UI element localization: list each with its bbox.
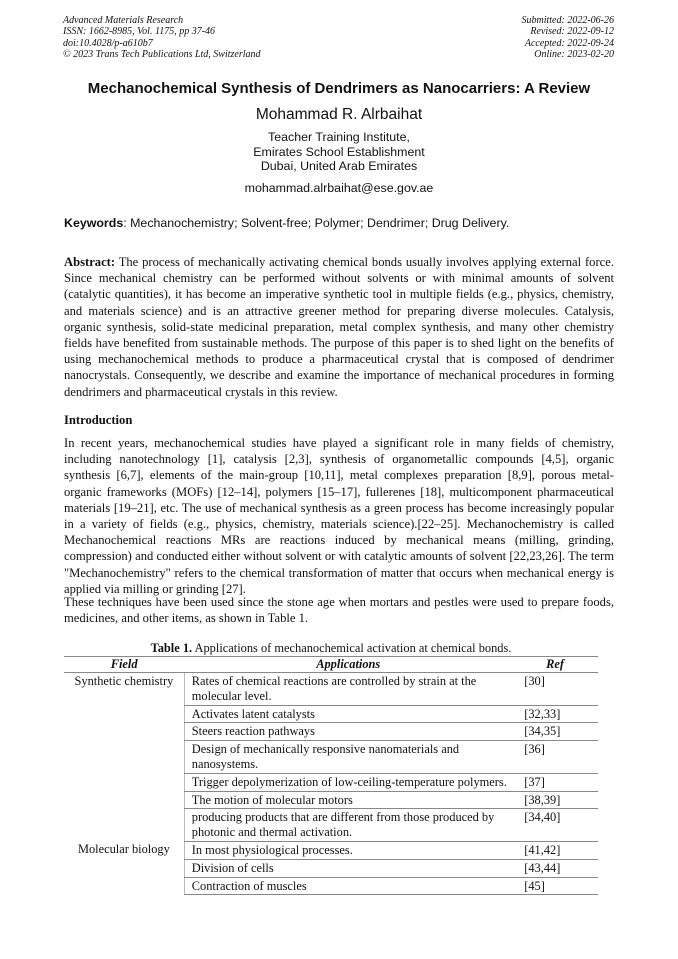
affiliation-line: Dubai, United Arab Emirates <box>260 159 418 174</box>
application-cell: producing products that are different from those produced by photonic and thermal activation. <box>184 809 512 842</box>
keywords-label: Keywords <box>64 216 124 230</box>
ref-cell: [45] <box>512 877 598 895</box>
ref-cell: [38,39] <box>512 791 598 809</box>
journal-header-left <box>63 15 261 60</box>
affiliation-line: Emirates School Establishment <box>253 144 425 159</box>
field-cell: Molecular biology <box>77 842 170 857</box>
column-header-applications: Applications <box>184 657 512 673</box>
application-cell: Trigger depolymerization of low-ceiling-temperature polymers. <box>184 773 512 791</box>
ref-cell: [32,33] <box>512 705 598 723</box>
ref-cell: [30] <box>512 673 598 706</box>
ref-cell: [41,42] <box>512 841 598 859</box>
table-row <box>64 841 598 859</box>
journal-header-right <box>522 15 615 60</box>
application-cell: In most physiological processes. <box>184 841 512 859</box>
author-name: Mohammad R. Alrbaihat <box>255 106 423 123</box>
applications-table <box>64 656 598 895</box>
abstract <box>64 254 614 400</box>
journal-doi[interactable]: doi:10.4028/p-a610b7 <box>63 37 153 49</box>
abstract-text: The process of mechanically activating chemical bonds usually involves applying external force. Since mechanical chemistry can be performed without solvents or with minimal amounts of solvent (catalytic quantities), it has become an imperative synthetic tool in multiple fields (e.g., physics, chemistry, and materials science) and is an attractive greener method for preparing diverse molecules. Catalysis, organic synthesis, solid-state medicinal preparation, metal complex synthesis, and many other chemistry fields have benefited from sustainable methods. The purpose of this paper is to shed light on the benefits of using mechanochemical methods to produce a pharmaceutical crystal that is composed of dendrimer nanocrystals. Consequently, we describe and examine the importance of mechanical procedures in forming dendrimers and pharmaceutical crystals in this review. <box>64 255 614 399</box>
ref-cell: [43,44] <box>512 859 598 877</box>
ref-cell: [37] <box>512 773 598 791</box>
introduction-paragraph: These techniques have been used since the stone age when mortars and pestles were used to prepare foods, medicines, and other items, as shown in Table 1. <box>64 595 614 626</box>
author-email[interactable]: mohammad.alrbaihat@ese.gov.ae <box>244 181 434 195</box>
keywords <box>64 216 616 230</box>
affiliation-line: Teacher Training Institute, <box>268 130 410 144</box>
application-cell: Steers reaction pathways <box>184 723 512 741</box>
table-caption-text: Applications of mechanochemical activation at chemical bonds. <box>192 641 512 655</box>
paper-title: Mechanochemical Synthesis of Dendrimers as Nanocarriers: A Review <box>87 80 591 97</box>
date-online: Online: 2023-02-20 <box>534 48 614 60</box>
application-cell: Activates latent catalysts <box>184 705 512 723</box>
author-affiliation <box>0 130 678 174</box>
date-revised: Revised: 2022-09-12 <box>530 26 614 38</box>
introduction-paragraph: In recent years, mechanochemical studies have played a significant role in many fields of chemistry, including nanotechnology [1], catalysis [2,3], synthesis of organometallic compounds [4,5], organic synthesis [6,7], elements of the main-group [10,11], metal complexes preparation [8,9], porous metal-organic frameworks (MOFs) [12–14], polymers [15–17], fullerenes [18], multicomponent pharmaceutical materials [19–21], etc. The use of mechanical synthesis as a green process has become increasingly popular in a variety of fields (e.g., physics, chemistry, materials science).[22–25]. Mechanochemistry is called Mechanochemical reactions MRs are reactions induced by mechanical means (milling, grinding, compression) and conducted either without solvent or with catalytic amounts of solvent [22,23,26]. The term "Mechanochemistry" refers to the chemical transformation of matter that occurs when mechanical energy is applied via milling or grinding [27]. <box>64 436 614 596</box>
table-header-row <box>64 657 598 673</box>
date-submitted: Submitted: 2022-06-26 <box>521 15 614 26</box>
abstract-label: Abstract: <box>64 255 116 269</box>
journal-copyright: © 2023 Trans Tech Publications Ltd, Switzerland <box>63 48 261 60</box>
application-cell: Contraction of muscles <box>184 877 512 895</box>
field-cell: Synthetic chemistry <box>74 674 174 688</box>
ref-cell: [34,40] <box>512 809 598 842</box>
table-caption <box>64 641 598 656</box>
keywords-text: : Mechanochemistry; Solvent-free; Polymer; Dendrimer; Drug Delivery. <box>123 216 510 230</box>
date-accepted: Accepted: 2022-09-24 <box>524 37 614 49</box>
table-caption-label: Table 1. <box>150 641 193 655</box>
table-row <box>64 673 598 706</box>
application-cell: Design of mechanically responsive nanomaterials and nanosystems. <box>184 741 512 774</box>
journal-issn: ISSN: 1662-8985, Vol. 1175, pp 37-46 <box>63 26 216 38</box>
column-header-ref: Ref <box>512 657 598 673</box>
application-cell: Rates of chemical reactions are controlled by strain at the molecular level. <box>184 673 512 706</box>
journal-name: Advanced Materials Research <box>63 15 184 26</box>
ref-cell: [36] <box>512 741 598 774</box>
ref-cell: [34,35] <box>512 723 598 741</box>
introduction-heading: Introduction <box>64 413 133 427</box>
application-cell: Division of cells <box>184 859 512 877</box>
application-cell: The motion of molecular motors <box>184 791 512 809</box>
column-header-field: Field <box>64 657 184 673</box>
